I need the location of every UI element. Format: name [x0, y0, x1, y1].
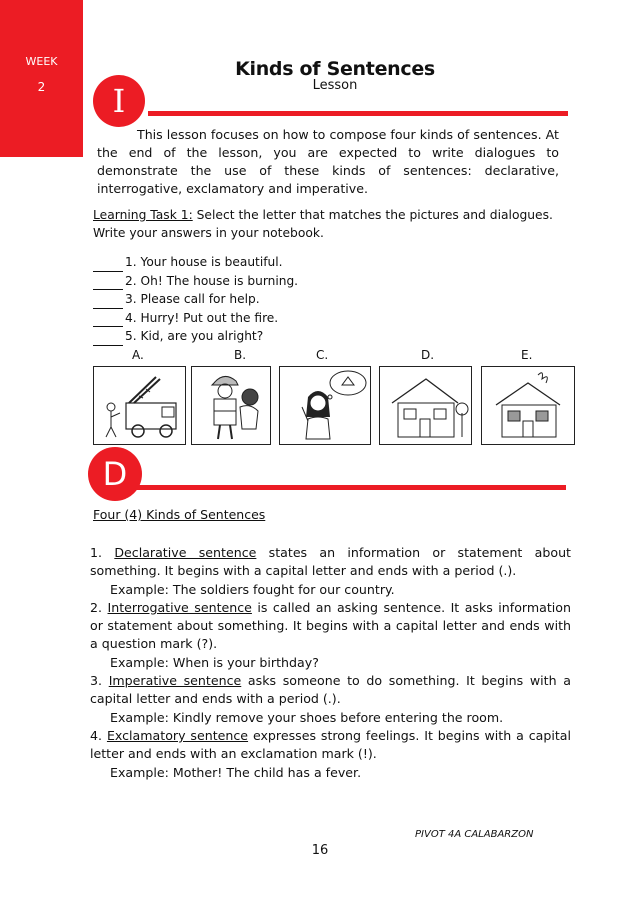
kind-example: Example: When is your birthday?	[110, 654, 319, 670]
week-tab	[0, 0, 83, 157]
task-label: Learning Task 1:	[93, 208, 193, 222]
learning-task	[93, 206, 573, 242]
page-subtitle: Lesson	[312, 78, 358, 93]
intro-paragraph	[97, 126, 559, 198]
choice-letter-a: A.	[132, 348, 144, 362]
section-d-rule	[136, 485, 566, 490]
kind-term: Interrogative sentence	[107, 599, 252, 615]
kind-example: Example: The soldiers fought for our country.	[110, 581, 395, 597]
answer-blank	[93, 295, 123, 309]
section-i-badge: I	[93, 75, 145, 127]
choice-letter-d: D.	[421, 348, 435, 362]
intro-text: This lesson focuses on how to compose four kinds of sentences. At the end of the lesson, you are expected to write dialogues to demonstrate the use of these kinds of sentences: declarative, interrogative, exclamatory and imperative.	[97, 127, 559, 196]
house-picture	[379, 366, 472, 445]
kind-term: Exclamatory sentence	[106, 727, 249, 743]
page-title: Kinds of Sentences	[235, 58, 435, 80]
question-item: 3. Please call for help.	[93, 290, 493, 309]
section-d-badge: D	[88, 447, 142, 501]
answer-blank	[93, 276, 123, 290]
kinds-heading: Four (4) Kinds of Sentences	[93, 507, 266, 522]
fire-truck-picture	[93, 366, 186, 445]
kind-item-interrogative: 2. Interrogative sentence is called an asking sentence. It asks information or statement about something. It begins with a capital letter and ends with a question mark (?).	[90, 599, 571, 652]
question-list	[93, 253, 493, 346]
kind-item-imperative: 3. Imperative sentence asks someone to do something. It begins with a capital letter and ends with a period (.).	[90, 673, 571, 707]
worried-girl-picture	[279, 366, 371, 445]
firefighter-icon	[192, 367, 270, 444]
fire-truck-icon	[94, 367, 185, 444]
question-item: 1. Your house is beautiful.	[93, 253, 493, 272]
house-icon	[380, 367, 471, 444]
page-number: 16	[311, 843, 329, 858]
choice-letter-e: E.	[521, 348, 533, 362]
kind-item-declarative: 1. Declarative sentence states an information or statement about something. It begins with a capital letter and ends with a period (.).	[90, 545, 571, 579]
answer-blank	[93, 332, 123, 346]
kind-item-exclamatory: 4. Exclamatory sentence expresses strong feelings. It begins with a capital letter and ends with an exclamation mark (!).	[90, 727, 571, 762]
week-label: WEEK	[25, 55, 58, 68]
choice-letter-c: C.	[316, 348, 329, 362]
kind-example: Example: Kindly remove your shoes before entering the room.	[110, 709, 504, 725]
footer-source: PIVOT 4A CALABARZON	[415, 829, 534, 840]
kinds-list	[90, 544, 571, 782]
firefighter-child-picture	[191, 366, 271, 445]
kind-example: Example: Mother! The child has a fever.	[110, 764, 362, 780]
worried-girl-icon	[280, 367, 370, 444]
answer-blank	[93, 313, 123, 327]
question-item: 4. Hurry! Put out the fire.	[93, 309, 493, 328]
burning-house-picture	[481, 366, 575, 445]
question-item: 2. Oh! The house is burning.	[93, 272, 493, 291]
week-number: 2	[37, 80, 46, 94]
kind-term: Imperative sentence	[108, 673, 242, 689]
choice-letter-b: B.	[234, 348, 247, 362]
task-instruction: Select the letter that matches the pictures and dialogues. Write your answers in your notebook.	[93, 208, 553, 240]
burning-house-icon	[482, 367, 574, 444]
section-i-rule	[148, 111, 568, 116]
answer-blank	[93, 258, 123, 272]
kind-term: Declarative sentence	[114, 545, 257, 560]
question-item: 5. Kid, are you alright?	[93, 327, 493, 346]
